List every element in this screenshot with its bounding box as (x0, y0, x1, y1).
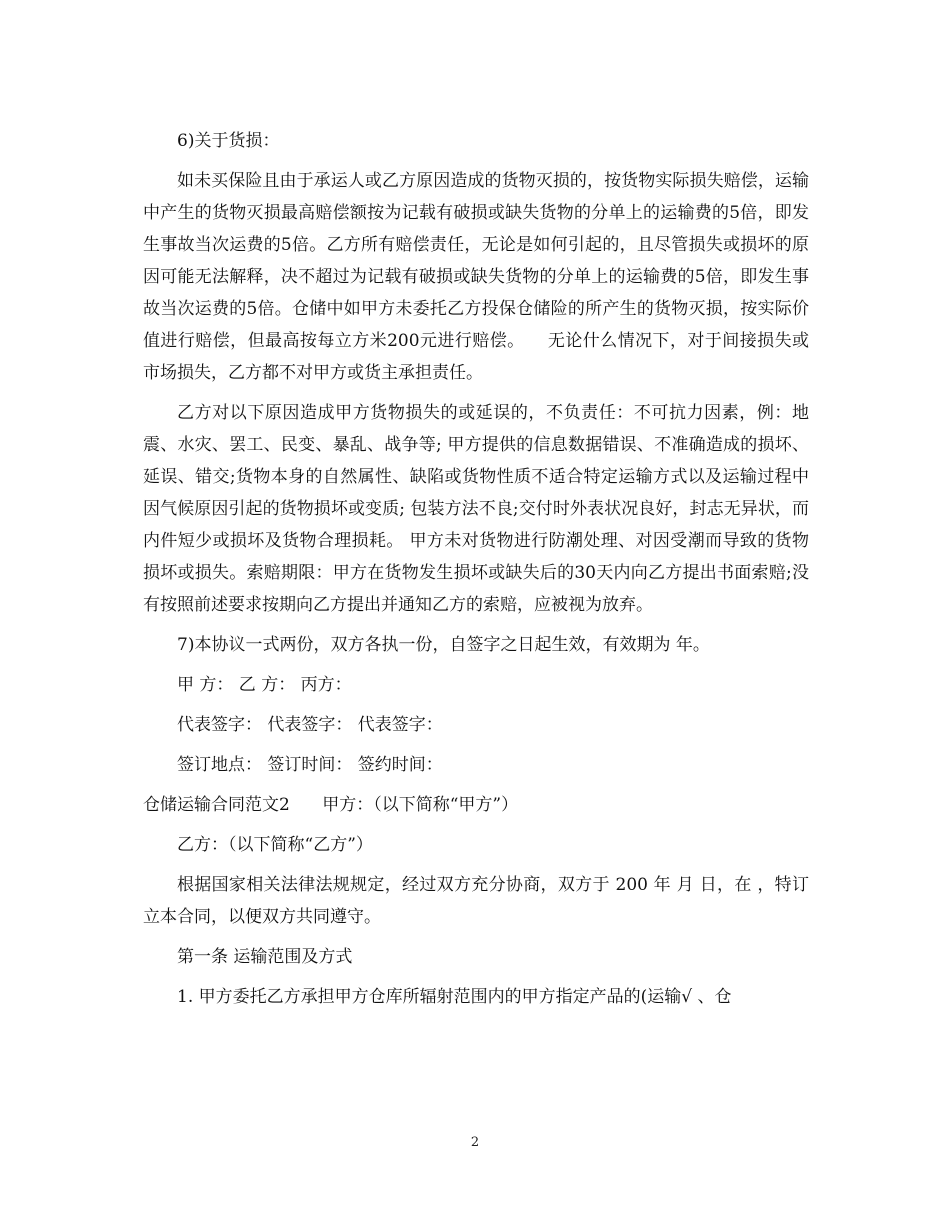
paragraph-9: 乙方：（以下简称“乙方”） (177, 835, 373, 855)
paragraph-5: 甲 方： 乙 方： 丙方： (177, 675, 352, 695)
document-body (143, 125, 809, 1021)
paragraph-11: 第一条 运输范围及方式 (177, 947, 353, 967)
paragraph-7: 签订地点： 签订时间： 签约时间： (177, 755, 443, 775)
paragraph-8: 仓储运输合同范文2 甲方：（以下简称“甲方”） (143, 795, 519, 815)
paragraph-12: 1. 甲方委托乙方承担甲方仓库所辐射范围内的甲方指定产品的(运输√ 、仓 (177, 987, 732, 1007)
paragraph-1: 6)关于货损： (177, 131, 280, 151)
paragraph-3: 乙方对以下原因造成甲方货物损失的或延误的，不负责任：不可抗力因素，例：地震、水灾、罢工、民变、暴乱、战争等; 甲方提供的信息数据错误、不准确造成的损坏、延误、错交;货物本身的自然属性、缺陷或货物性质不适合特定运输方式以及运输过程中因气候原因引起的货物损坏或变质; 包装方法不良;交付时外表状况良好，封志无异状，而内件短少或损坏及货物合理损耗。 甲方未对货物进行防潮处理、对因受潮而导致的货物损坏或损失。索赔期限：甲方在货物发生损坏或缺失后的30天内向乙方提出书面索赔;没有按照前述要求按期向乙方提出并通知乙方的索赔，应被视为放弃。 (143, 403, 809, 615)
paragraph-4: 7)本协议一式两份，双方各执一份，自签字之日起生效，有效期为 年。 (177, 635, 710, 655)
paragraph-2: 如未买保险且由于承运人或乙方原因造成的货物灭损的，按货物实际损失赔偿，运输中产生的货物灭损最高赔偿额按为记载有破损或缺失货物的分单上的运输费的5倍，即发生事故当次运费的5倍。乙方所有赔偿责任，无论是如何引起的，且尽管损失或损坏的原因可能无法解释，决不超过为记载有破损或缺失货物的分单上的运输费的5倍，即发生事故当次运费的5倍。仓储中如甲方未委托乙方投保仓储险的所产生的货物灭损，按实际价值进行赔偿，但最高按每立方米200元进行赔偿。 无论什么情况下，对于间接损失或市场损失，乙方都不对甲方或货主承担责任。 (143, 171, 809, 383)
paragraph-10: 根据国家相关法律法规规定，经过双方充分协商，双方于 200 年 月 日，在 ，特订立本合同，以便双方共同遵守。 (143, 875, 809, 927)
page-number: 2 (470, 1135, 480, 1150)
paragraph-6: 代表签字： 代表签字： 代表签字： (177, 715, 443, 735)
